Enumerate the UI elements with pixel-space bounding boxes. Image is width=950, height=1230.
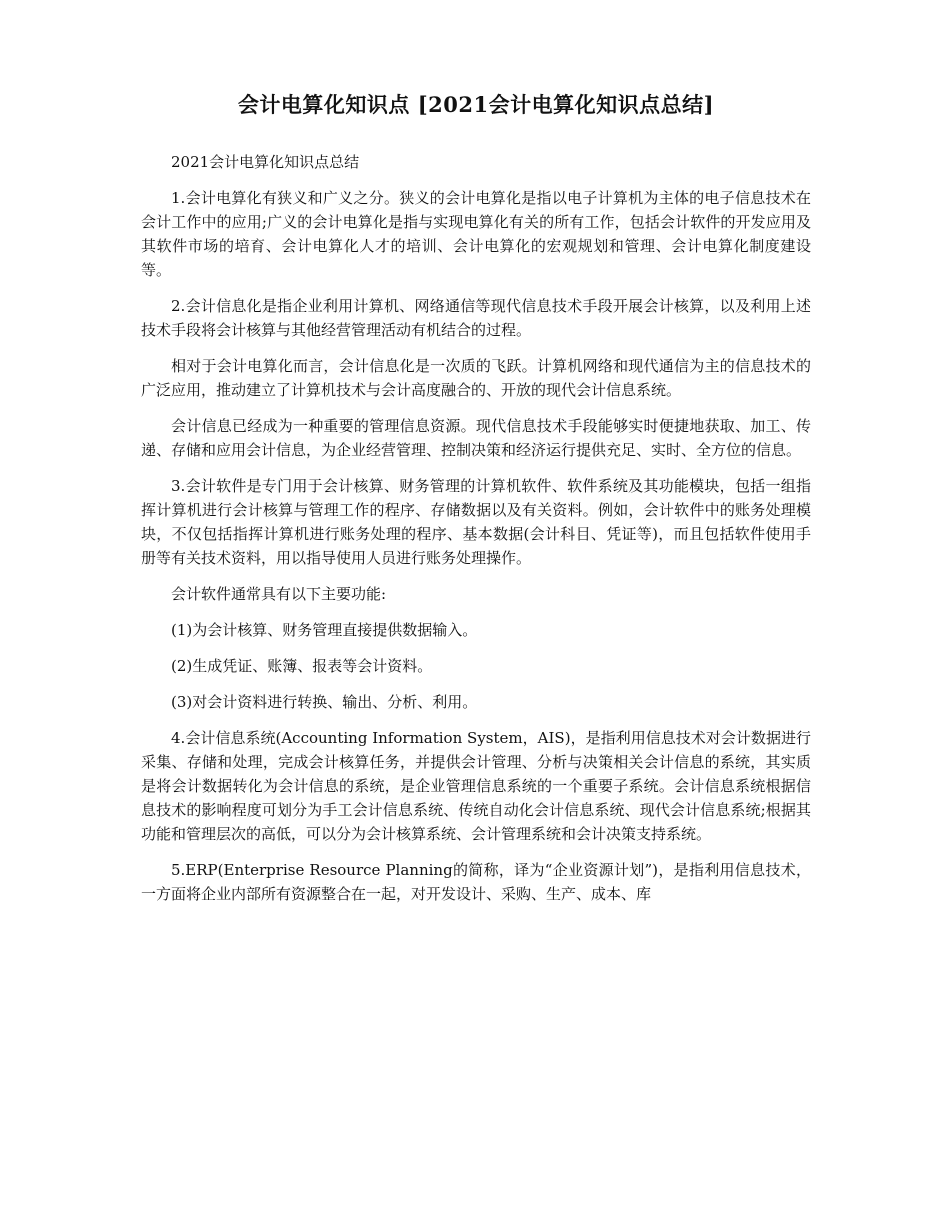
paragraph-8: (2)生成凭证、账簿、报表等会计资料。 xyxy=(171,657,433,675)
paragraph-1: 1.会计电算化有狭义和广义之分。狭义的会计电算化是指以电子计算机为主体的电子信息技术在会计工作中的应用;广义的会计电算化是指与实现电算化有关的所有工作，包括会计软件的开发应用及其软件市场的培育、会计电算化人才的培训、会计电算化的宏观规划和管理、会计电算化制度建设等。 xyxy=(141,189,811,279)
paragraph-9: (3)对会计资料进行转换、输出、分析、利用。 xyxy=(171,693,478,711)
paragraph-5: 3.会计软件是专门用于会计核算、财务管理的计算机软件、软件系统及其功能模块，包括一组指挥计算机进行会计核算与管理工作的程序、存储数据以及有关资料。例如，会计软件中的账务处理模块，不仅包括指挥计算机进行账务处理的程序、基本数据(会计科目、凭证等)，而且包括软件使用手册等有关技术资料，用以指导使用人员进行账务处理操作。 xyxy=(141,477,811,567)
paragraph-subtitle: 2021会计电算化知识点总结 xyxy=(171,153,360,171)
document-page xyxy=(141,88,811,918)
paragraph-4: 会计信息已经成为一种重要的管理信息资源。现代信息技术手段能够实时便捷地获取、加工、传递、存储和应用会计信息，为企业经营管理、控制决策和经济运行提供充足、实时、全方位的信息。 xyxy=(141,417,811,459)
paragraph-3: 相对于会计电算化而言，会计信息化是一次质的飞跃。计算机网络和现代通信为主的信息技术的广泛应用，推动建立了计算机技术与会计高度融合的、开放的现代会计信息系统。 xyxy=(141,357,811,399)
paragraph-7: (1)为会计核算、财务管理直接提供数据输入。 xyxy=(171,621,478,639)
document-title: 会计电算化知识点 [2021会计电算化知识点总结] xyxy=(237,92,715,117)
paragraph-10: 4.会计信息系统(Accounting Information System，AIS)，是指利用信息技术对会计数据进行采集、存储和处理，完成会计核算任务，并提供会计管理、分析与决策相关会计信息的系统，其实质是将会计数据转化为会计信息的系统，是企业管理信息系统的一个重要子系统。会计信息系统根据信息技术的影响程度可划分为手工会计信息系统、传统自动化会计信息系统、现代会计信息系统;根据其功能和管理层次的高低，可以分为会计核算系统、会计管理系统和会计决策支持系统。 xyxy=(141,729,811,843)
paragraph-6: 会计软件通常具有以下主要功能: xyxy=(171,585,387,603)
paragraph-2: 2.会计信息化是指企业利用计算机、网络通信等现代信息技术手段开展会计核算，以及利用上述技术手段将会计核算与其他经营管理活动有机结合的过程。 xyxy=(141,297,811,339)
paragraph-11: 5.ERP(Enterprise Resource Planning的简称，译为“企业资源计划”)，是指利用信息技术，一方面将企业内部所有资源整合在一起，对开发设计、采购、生产、成本、库 xyxy=(141,861,811,903)
